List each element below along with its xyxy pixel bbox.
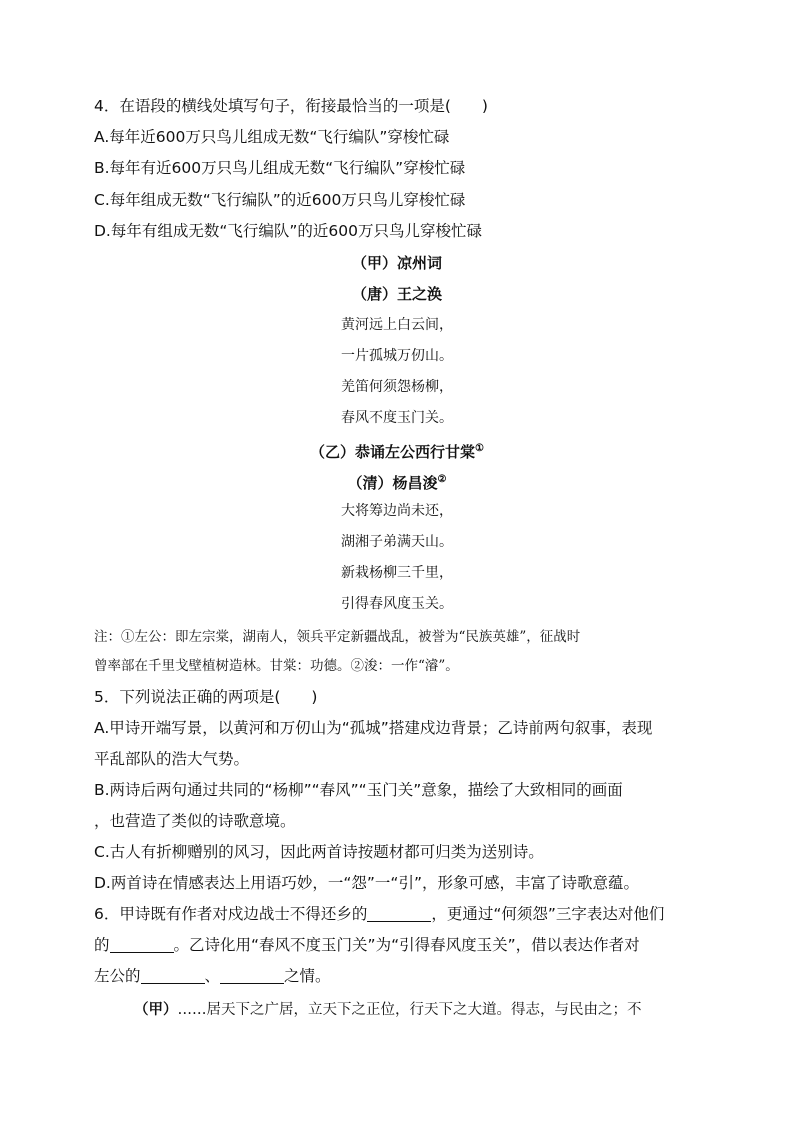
q4-option-d: D.每年有组成无数“飞行编队”的近600万只鸟儿穿梭忙碌 xyxy=(94,222,483,240)
question-4-stem: 4．在语段的横线处填写句子，衔接最恰当的一项是( ) xyxy=(94,97,488,115)
question-6-line-3: 左公的 、 之情。 xyxy=(94,967,331,985)
footnote-marker-2: ② xyxy=(437,474,447,485)
poem2-line-2: 湖湘子弟满天山。 xyxy=(341,534,453,550)
poem2-line-3: 新栽杨柳三千里， xyxy=(341,565,453,581)
answer-blank-4[interactable] xyxy=(220,967,284,984)
question-6-line-2: 的 。乙诗化用“春风不度玉门关”为“引得春风度玉关”，借以表达作者对 xyxy=(94,936,640,954)
q4-option-c: C.每年组成无数“飞行编队”的近600万只鸟儿穿梭忙碌 xyxy=(94,191,466,209)
annotation-line-1: 注：①左公：即左宗棠，湖南人，领兵平定新疆战乱，被誉为“民族英雄”，征战时 xyxy=(94,629,581,645)
answer-blank-2[interactable] xyxy=(110,936,174,953)
poem2-author: （清）杨昌浚② xyxy=(347,474,447,492)
q4-option-b: B.每年有近600万只鸟儿组成无数“飞行编队”穿梭忙碌 xyxy=(94,159,466,177)
q4-option-a: A.每年近600万只鸟儿组成无数“飞行编队”穿梭忙碌 xyxy=(94,128,450,146)
q5-option-c: C.古人有折柳赠别的风习，因此两首诗按题材都可归类为送别诗。 xyxy=(94,843,544,861)
poem1-title: （甲）凉州词 xyxy=(351,254,442,272)
q5-option-a-line-2: 平乱部队的浩大气势。 xyxy=(94,750,250,768)
q5-option-b-line-1: B.两诗后两句通过共同的“杨柳”“春风”“玉门关”意象，描绘了大致相同的画面 xyxy=(94,781,623,799)
passage-text: ……居天下之广居，立天下之正位，行天下之大道。得志，与民由之；不 xyxy=(177,1002,642,1018)
passage-first-line xyxy=(134,1000,642,1020)
passage-label: （甲） xyxy=(134,1001,178,1018)
poem1-line-3: 羌笛何须怨杨柳， xyxy=(341,379,453,395)
poem1-line-2: 一片孤城万仞山。 xyxy=(341,348,453,364)
q5-option-d: D.两首诗在情感表达上用语巧妙，一“怨”一“引”，形象可感，丰富了诗歌意蕴。 xyxy=(94,874,639,892)
annotation-line-2: 曾率部在千里戈壁植树造林。甘棠：功德。②浚：一作“濬”。 xyxy=(94,658,459,674)
footnote-marker-1: ① xyxy=(475,443,484,454)
poem1-line-1: 黄河远上白云间， xyxy=(341,317,453,333)
q5-option-b-line-2: ，也营造了类似的诗歌意境。 xyxy=(94,812,296,830)
question-5-stem: 5．下列说法正确的两项是( ) xyxy=(94,688,318,706)
poem1-author: （唐）王之涣 xyxy=(351,285,442,303)
poem2-title: （乙）恭诵左公西行甘棠① xyxy=(310,443,484,461)
poem2-line-1: 大将筹边尚未还， xyxy=(341,503,453,519)
poem1-line-4: 春风不度玉门关。 xyxy=(341,410,453,426)
answer-blank-1[interactable] xyxy=(367,905,431,922)
question-6-line-1: 6．甲诗既有作者对戍边战士不得还乡的 ，更通过“何须怨”三字表达对他们 xyxy=(94,905,665,923)
q5-option-a-line-1: A.甲诗开端写景，以黄河和万仞山为“孤城”搭建戍边背景；乙诗前两句叙事，表现 xyxy=(94,719,653,737)
poem2-line-4: 引得春风度玉关。 xyxy=(341,596,453,612)
answer-blank-3[interactable] xyxy=(141,967,205,984)
